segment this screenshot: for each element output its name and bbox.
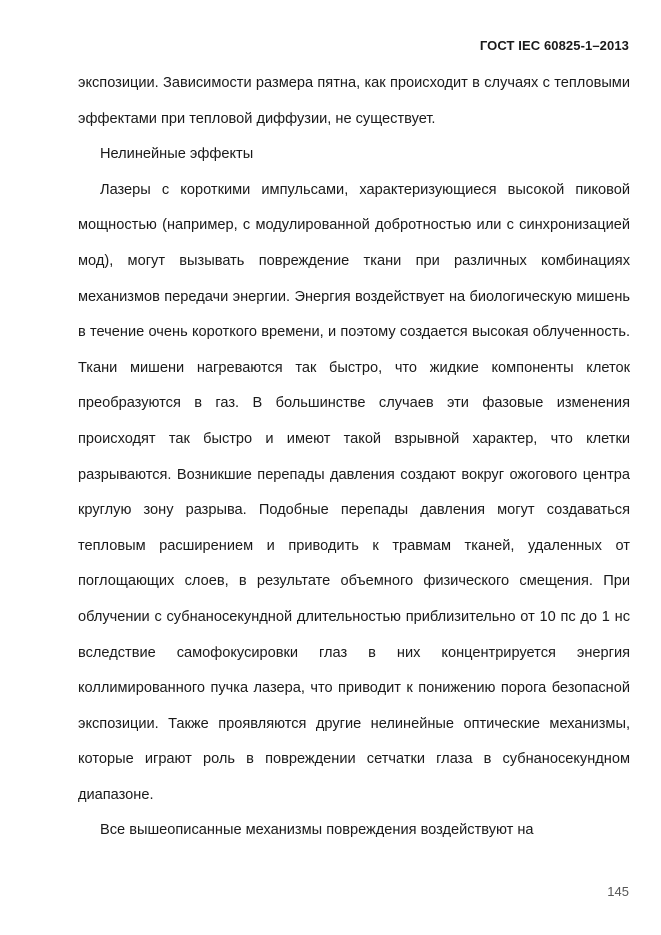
document-header: ГОСТ IEC 60825-1–2013 (479, 38, 629, 53)
section-heading: Нелинейные эффекты (100, 146, 254, 163)
paragraph-continued: экспозиции. Зависимости размера пятна, как происходит в случаях с тепловыми эффектами при тепловой диффузии, не существует. (78, 75, 630, 127)
paragraph-main: Лазеры с короткими импульсами, характеризующиеся высокой пиковой мощностью (например, с модулированной добротностью или с синхронизацией мод), могут вызывать повреждение ткани при различных комбинациях механизмов передачи энергии. Энергия воздействует на биологическую мишень в течение очень короткого времени, и поэтому создается высокая облученность. Ткани мишени нагреваются так быстро, что жидкие компоненты клеток преобразуются в газ. В большинстве случаев эти фазовые изменения происходят так быстро и имеют такой взрывной характер, что клетки разрываются. Возникшие перепады давления создают вокруг ожогового центра круглую зону разрыва. Подобные перепады давления могут создаваться тепловым расширением и приводить к травмам тканей, удаленных от поглощающих слоев, в результате объемного физического смещения. При облучении с субнаносекундной длительностью приблизительно от 10 пс до 1 нс вследствие самофокусировки глаз в них концентрируется энергия коллимированного пучка лазера, что приводит к понижению порога безопасной экспозиции. Также проявляются другие нелинейные оптические механизмы, которые играют роль в повреждении сетчатки глаза в субнаносекундном диапазоне. (78, 181, 630, 803)
document-body (78, 66, 630, 849)
paragraph-last: Все вышеописанные механизмы повреждения воздействуют на (100, 822, 534, 839)
page-number: 145 (607, 884, 629, 899)
